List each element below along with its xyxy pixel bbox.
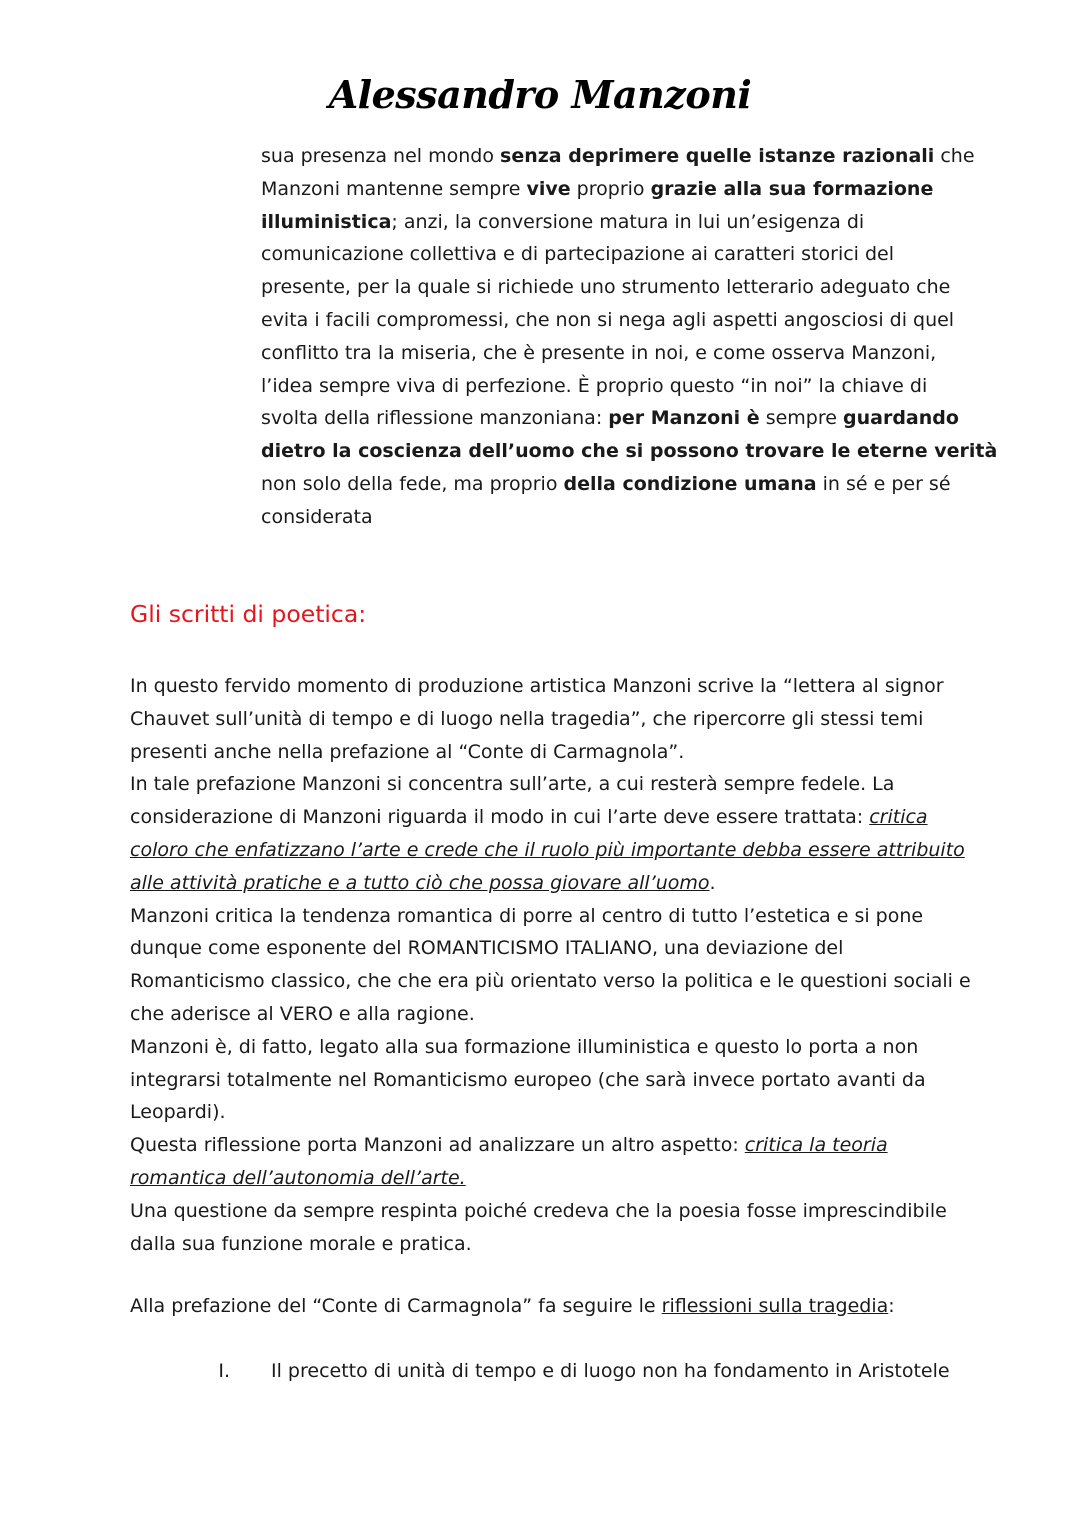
text-line: dunque come esponente del ROMANTICISMO ITALIANO, una deviazione del bbox=[130, 937, 844, 960]
text-line: svolta della riflessione manzoniana: per Manzoni è sempre guardando bbox=[261, 407, 959, 430]
text-line: che aderisce al VERO e alla ragione. bbox=[130, 1002, 475, 1025]
text-line: romantica dell’autonomia dell’arte. bbox=[130, 1166, 466, 1189]
text-line: Manzoni è, di fatto, legato alla sua formazione illuministica e questo lo porta a non bbox=[130, 1035, 919, 1058]
text-line: dalla sua funzione morale e pratica. bbox=[130, 1232, 472, 1255]
text-line: considerata bbox=[261, 505, 373, 528]
text-line: l’idea sempre viva di perfezione. È proprio questo “in noi” la chiave di bbox=[261, 374, 928, 397]
text-line: Chauvet sull’unità di tempo e di luogo nella tragedia”, che ripercorre gli stessi temi bbox=[130, 707, 924, 730]
text-line: Leopardi). bbox=[130, 1101, 226, 1124]
emphasis-text: critica la teoria bbox=[744, 1134, 888, 1157]
list-item bbox=[130, 1355, 960, 1388]
text-line: non solo della fede, ma proprio della condizione umana in sé e per sé bbox=[261, 472, 951, 495]
text-line: presenti anche nella prefazione al “Conte di Carmagnola”. bbox=[130, 740, 685, 763]
text-line: Questa riflessione porta Manzoni ad analizzare un altro aspetto: critica la teoria bbox=[130, 1134, 888, 1157]
list-number: I. bbox=[218, 1360, 230, 1382]
intro-paragraph bbox=[261, 140, 998, 534]
text-line: Alla prefazione del “Conte di Carmagnola” fa seguire le riflessioni sulla tragedia: bbox=[130, 1295, 895, 1317]
text-line: Romanticismo classico, che che era più orientato verso la politica e le questioni sociali e bbox=[130, 970, 971, 993]
emphasis-text: critica bbox=[869, 806, 928, 829]
followup-paragraph bbox=[130, 1290, 960, 1323]
text-line: alle attività pratiche e a tutto ciò che possa giovare all’uomo. bbox=[130, 871, 716, 894]
text-line: In tale prefazione Manzoni si concentra sull’arte, a cui resterà sempre fedele. La bbox=[130, 773, 895, 796]
text-line: Una questione da sempre respinta poiché credeva che la poesia fosse imprescindibile bbox=[130, 1199, 947, 1222]
text-line: presente, per la quale si richiede uno strumento letterario adeguato che bbox=[261, 276, 951, 299]
text-line: Manzoni critica la tendenza romantica di porre al centro di tutto l’estetica e si pone bbox=[130, 904, 924, 927]
text-line: Manzoni mantenne sempre vive proprio grazie alla sua formazione bbox=[261, 177, 934, 200]
text-line: comunicazione collettiva e di partecipazione ai caratteri storici del bbox=[261, 243, 895, 266]
list-item-text: Il precetto di unità di tempo e di luogo non ha fondamento in Aristotele bbox=[271, 1360, 950, 1382]
text-line: In questo fervido momento di produzione artistica Manzoni scrive la “lettera al signor bbox=[130, 675, 944, 697]
section-heading: Gli scritti di poetica: bbox=[130, 600, 367, 628]
section-body bbox=[130, 670, 971, 1260]
underlined-text: riflessioni sulla tragedia bbox=[661, 1295, 889, 1317]
emphasis-text: alle attività pratiche e a tutto ciò che possa giovare all’uomo bbox=[130, 871, 710, 894]
text-line: evita i facili compromessi, che non si nega agli aspetti angosciosi di quel bbox=[261, 308, 955, 331]
text-line: dietro la coscienza dell’uomo che si possono trovare le eterne verità bbox=[261, 440, 998, 463]
text-line: considerazione di Manzoni riguarda il modo in cui l’arte deve essere trattata: critica bbox=[130, 806, 928, 829]
numbered-list bbox=[130, 1355, 960, 1388]
page-title: Alessandro Manzoni bbox=[328, 72, 752, 117]
text-line: conflitto tra la miseria, che è presente in noi, e come osserva Manzoni, bbox=[261, 341, 937, 364]
text-line: illuministica; anzi, la conversione matura in lui un’esigenza di bbox=[261, 210, 865, 233]
text-line: integrarsi totalmente nel Romanticismo europeo (che sarà invece portato avanti da bbox=[130, 1068, 926, 1091]
text-line: coloro che enfatizzano l’arte e crede che il ruolo più importante debba essere attribuito bbox=[130, 838, 965, 861]
text-line: sua presenza nel mondo senza deprimere quelle istanze razionali che bbox=[261, 145, 975, 167]
